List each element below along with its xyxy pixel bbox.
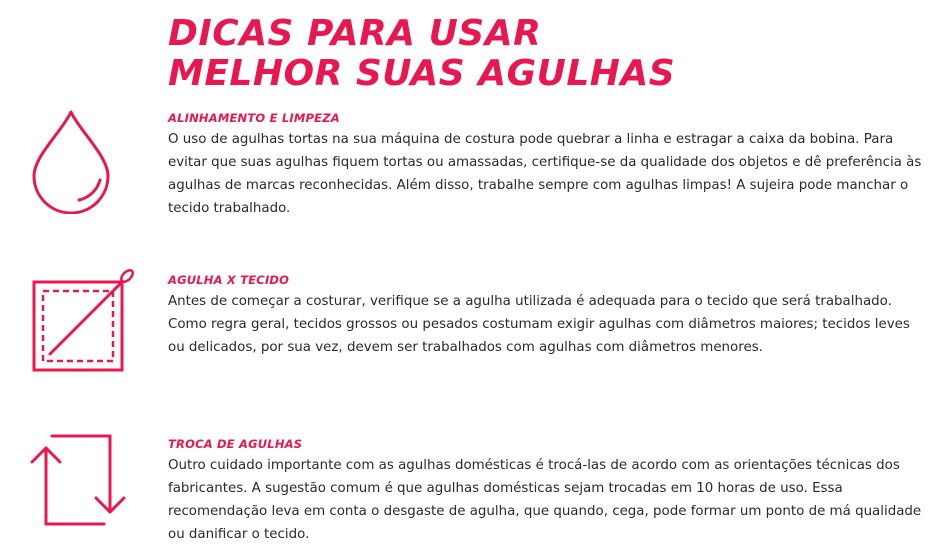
- needle-fabric-icon: [30, 268, 138, 374]
- tip-agulha-tecido: [168, 272, 928, 359]
- tip-alinhamento-limpeza: [168, 110, 928, 220]
- page-title-line-2: MELHOR SUAS AGULHAS: [168, 53, 676, 94]
- tip-body: Antes de começar a costurar, verifique se a agulha utilizada é adequada para o tecido que será trabalhado. Como regra geral, tecidos grossos ou pesados costumam exigir agulhas com diâmetros maiores; tecidos leves ou delicados, por sua vez, devem ser trabalhados com agulhas com diâmetros menores.: [168, 294, 910, 355]
- page-title-line-1: DICAS PARA USAR: [168, 13, 542, 54]
- tip-body: Outro cuidado importante com as agulhas domésticas é trocá-las de acordo com as orientações técnicas dos fabricantes. A sugestão comum é que agulhas domésticas sejam trocadas em 10 horas de uso. Essa recomendação leva em conta o desgaste de agulha, que quando, cega, pode formar um ponto de má qualidade ou danificar o tecido.: [168, 458, 922, 542]
- swap-arrows-icon: [30, 432, 126, 528]
- tip-heading: AGULHA X TECIDO: [168, 273, 290, 287]
- tip-troca-agulhas: [168, 436, 928, 546]
- water-drop-icon: [30, 108, 112, 214]
- tip-heading: ALINHAMENTO E LIMPEZA: [168, 111, 340, 125]
- tip-body: O uso de agulhas tortas na sua máquina de costura pode quebrar a linha e estragar a caixa da bobina. Para evitar que suas agulhas fiquem tortas ou amassadas, certifique-se da qualidade dos objetos e dê preferência às agulhas de marcas reconhecidas. Além disso, trabalhe sempre com agulhas limpas! A sujeira pode manchar o tecido trabalhado.: [168, 132, 922, 216]
- page-title: [168, 14, 675, 94]
- tip-heading: TROCA DE AGULHAS: [168, 437, 303, 451]
